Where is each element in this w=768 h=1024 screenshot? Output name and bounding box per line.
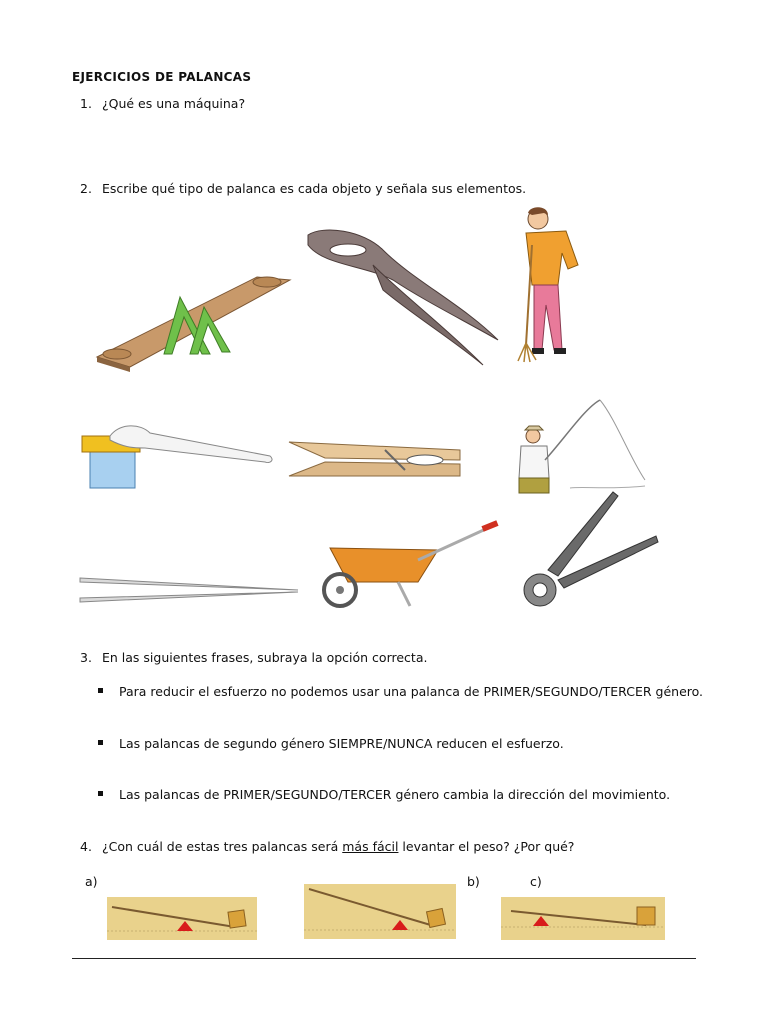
statement-1 [98,684,703,699]
question-2-text: Escribe qué tipo de palanca es cada objeto y señala sus elementos. [102,181,527,196]
lever-b-diagram [304,884,456,939]
option-b-label: b) [467,874,480,889]
bullet-icon [98,688,103,693]
bullet-icon [98,740,103,745]
option-c-label: c) [530,874,542,889]
question-3 [80,650,427,665]
lever-a-diagram [107,897,257,940]
question-4-text-start: ¿Con cuál de estas tres palancas será [102,839,343,854]
statement-1-text: Para reducir el esfuerzo no podemos usar una palanca de PRIMER/SEGUNDO/TERCER género. [119,684,704,699]
question-2-number: 2. [80,181,92,196]
question-4-text-end: levantar el peso? ¿Por qué? [398,839,575,854]
footer-divider [72,958,696,959]
bullet-icon [98,791,103,796]
question-1-number: 1. [80,96,92,111]
wheelbarrow-image [318,520,500,612]
question-2 [80,181,526,196]
question-3-number: 3. [80,650,92,665]
question-1 [80,96,245,111]
lever-c-diagram [501,897,665,940]
page-title: EJERCICIOS DE PALANCAS [72,70,252,84]
question-1-text: ¿Qué es una máquina? [102,96,246,111]
question-4-number: 4. [80,839,92,854]
seesaw-image [92,262,292,377]
question-4 [80,839,574,854]
fisherman-image [515,398,650,493]
statement-2 [98,736,564,751]
pincers-image [518,490,660,608]
statement-3 [98,787,670,802]
clothespin-image [285,436,463,480]
statement-2-text: Las palancas de segundo género SIEMPRE/NUNCA reducen el esfuerzo. [119,736,564,751]
nutcracker-image [303,225,503,370]
question-4-underlined: más fácil [342,839,399,854]
option-a-label: a) [85,874,98,889]
statement-3-text: Las palancas de PRIMER/SEGUNDO/TERCER género cambia la dirección del movimiento. [119,787,671,802]
question-3-text: En las siguientes frases, subraya la opción correcta. [102,650,428,665]
bottle-opener-image [80,418,275,490]
tweezers-image [78,570,300,606]
man-with-broom-image [518,205,583,363]
